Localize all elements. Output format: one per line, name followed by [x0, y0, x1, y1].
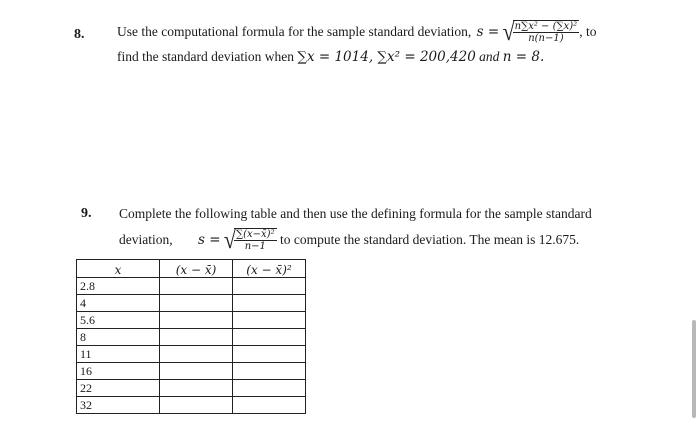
sqrt-sign: √	[223, 225, 236, 254]
header-x: x	[77, 260, 160, 278]
table-row	[77, 329, 306, 346]
x-value-cell: 32	[77, 397, 160, 414]
x-value-cell: 5.6	[77, 312, 160, 329]
deviation-cell[interactable]	[160, 278, 233, 295]
sqrt-sign: √	[502, 17, 515, 46]
deviation-cell[interactable]	[160, 329, 233, 346]
squared-deviation-cell[interactable]	[233, 363, 306, 380]
problem-9-formula	[223, 225, 277, 254]
problem-8-given-values: ∑x = 1014, ∑x² = 200,420	[297, 49, 476, 65]
squared-deviation-cell[interactable]	[233, 295, 306, 312]
problem-8-line-2	[117, 49, 544, 65]
squared-deviation-cell[interactable]	[233, 329, 306, 346]
squared-deviation-cell[interactable]	[233, 278, 306, 295]
deviation-cell[interactable]	[160, 312, 233, 329]
squared-deviation-cell[interactable]	[233, 312, 306, 329]
deviation-cell[interactable]	[160, 363, 233, 380]
vertical-scrollbar[interactable]	[692, 320, 696, 418]
table-row	[77, 312, 306, 329]
problem-8-intro-text: Use the computational formula for the sample standard deviation,	[117, 24, 472, 39]
problem-8-formula-denominator: n(n−1)	[528, 33, 564, 44]
squared-deviation-cell[interactable]	[233, 397, 306, 414]
problem-9-line-2	[119, 225, 580, 254]
problem-8-number: 8.	[74, 27, 85, 42]
x-value-cell: 11	[77, 346, 160, 363]
table-row	[77, 295, 306, 312]
header-squared-deviation: (x − x̄)²	[233, 260, 306, 278]
table-row	[77, 346, 306, 363]
header-deviation: (x − x̄)	[160, 260, 233, 278]
problem-8-and-word: and	[479, 49, 500, 64]
x-value-cell: 22	[77, 380, 160, 397]
problem-8-line-2-text: find the standard deviation when	[117, 49, 294, 64]
problem-8-formula-numerator: n∑x² − (∑x)²	[514, 21, 578, 32]
problem-9-number: 9.	[81, 206, 92, 221]
squared-deviation-cell[interactable]	[233, 380, 306, 397]
x-value-cell: 8	[77, 329, 160, 346]
deviation-cell[interactable]	[160, 380, 233, 397]
x-value-cell: 4	[77, 295, 160, 312]
problem-8-formula-lhs: s =	[476, 24, 500, 40]
problem-9-formula-denominator: n−1	[244, 241, 266, 252]
table-row	[77, 363, 306, 380]
squared-deviation-cell[interactable]	[233, 346, 306, 363]
problem-9-formula-lhs: s =	[198, 232, 221, 248]
problem-9-line-1: Complete the following table and then use the defining formula for the sample standard	[119, 206, 592, 221]
table-row	[77, 397, 306, 414]
table-row	[77, 278, 306, 295]
table-header-row	[77, 260, 306, 278]
problem-9-deviation-word: deviation,	[119, 232, 173, 247]
problem-8-formula	[502, 17, 580, 46]
problem-9-line-2-suffix: to compute the standard deviation. The mean is 12.675.	[279, 232, 580, 247]
deviation-table	[76, 259, 306, 414]
problem-9-formula-numerator: ∑(x−x̄)²	[235, 229, 275, 240]
problem-8-line-1-suffix: , to	[579, 24, 597, 39]
x-value-cell: 16	[77, 363, 160, 380]
problem-8-n-value: n = 8.	[502, 49, 545, 65]
x-value-cell: 2.8	[77, 278, 160, 295]
deviation-cell[interactable]	[160, 346, 233, 363]
deviation-cell[interactable]	[160, 397, 233, 414]
problem-8-line-1	[117, 17, 597, 46]
table-row	[77, 380, 306, 397]
deviation-cell[interactable]	[160, 295, 233, 312]
